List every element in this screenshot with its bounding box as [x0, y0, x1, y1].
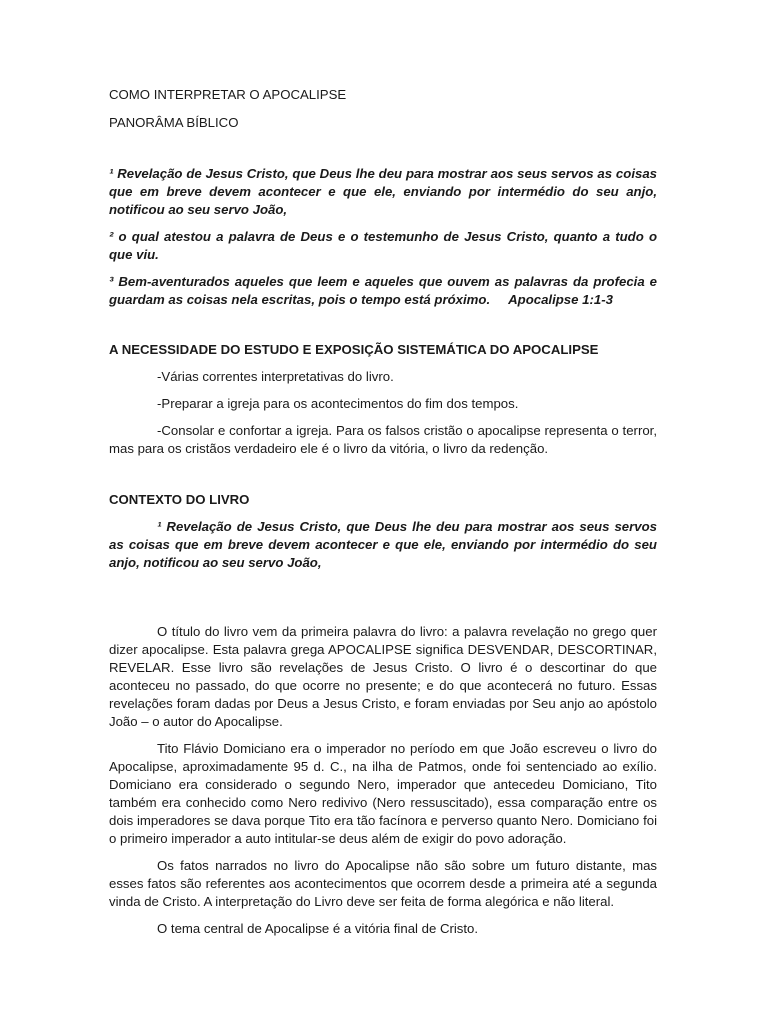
- context-verse: ¹ Revelação de Jesus Cristo, que Deus lhe deu para mostrar aos seus servos as coisas que em breve devem acontecer e que ele, enviando por intermédio do seu anjo, notificou ao seu servo João,: [109, 519, 657, 570]
- list-item: -Preparar a igreja para os acontecimentos do fim dos tempos.: [157, 396, 519, 411]
- verse-3-text: ³ Bem-aventurados aqueles que leem e aqueles que ouvem as palavras da profecia e guardam as coisas nela escritas, pois o tempo está próximo.: [109, 274, 657, 307]
- verse-2: ² o qual atestou a palavra de Deus e o testemunho de Jesus Cristo, quanto a tudo o que viu.: [109, 229, 657, 262]
- body-paragraph: O título do livro vem da primeira palavra do livro: a palavra revelação no grego quer dizer apocalipse. Esta palavra grega APOCALIPSE significa DESVENDAR, DESCORTINAR, REVELAR. Esse livro são revelações de Jesus Cristo. O livro é o descortinar do que aconteceu no passado, do que ocorre no presente; e do que acontecerá no futuro. Essas revelações foram dadas por Deus a Jesus Cristo, e foram enviadas por Seu anjo ao apóstolo João – o autor do Apocalipse.: [109, 624, 657, 729]
- body-paragraph: Tito Flávio Domiciano era o imperador no período em que João escreveu o livro do Apocalipse, aproximadamente 95 d. C., na ilha de Patmos, onde foi sentenciado ao exílio. Domiciano era considerado o segundo Nero, imperador que antecedeu Domiciano, Tito também era conhecido como Nero redivivo (Nero ressuscitado), essa comparação entre os dois imperadores se dava porque Tito era tão facínora e perverso quanto Nero. Domiciano foi o primeiro imperador a auto intitular-se deus além de exigir do povo adoração.: [109, 741, 657, 846]
- document-page: [109, 86, 657, 947]
- section-heading-contexto: CONTEXTO DO LIVRO: [109, 492, 250, 507]
- list-item: -Consolar e confortar a igreja. Para os falsos cristão o apocalipse representa o terror, mas para os cristãos verdadeiro ele é o livro da vitória, o livro da redenção.: [109, 423, 657, 456]
- body-paragraph: Os fatos narrados no livro do Apocalipse não são sobre um futuro distante, mas esses fatos são referentes aos acontecimentos que ocorrem desde a primeira até a segunda vinda de Cristo. A interpretação do Livro deve ser feita de forma alegórica e não literal.: [109, 858, 657, 909]
- section-heading-necessidade: A NECESSIDADE DO ESTUDO E EXPOSIÇÃO SISTEMÁTICA DO APOCALIPSE: [109, 342, 599, 357]
- body-paragraph: O tema central de Apocalipse é a vitória final de Cristo.: [157, 921, 479, 936]
- verse-reference: Apocalipse 1:1-3: [508, 292, 613, 307]
- verse-1: ¹ Revelação de Jesus Cristo, que Deus lhe deu para mostrar aos seus servos as coisas que em breve devem acontecer e que ele, enviando por intermédio do seu anjo, notificou ao seu servo João,: [109, 166, 657, 217]
- document-subtitle: PANORÂMA BÍBLICO: [109, 115, 239, 130]
- verse-3: [109, 273, 657, 309]
- document-title: COMO INTERPRETAR O APOCALIPSE: [109, 87, 347, 102]
- list-item: -Várias correntes interpretativas do livro.: [157, 369, 394, 384]
